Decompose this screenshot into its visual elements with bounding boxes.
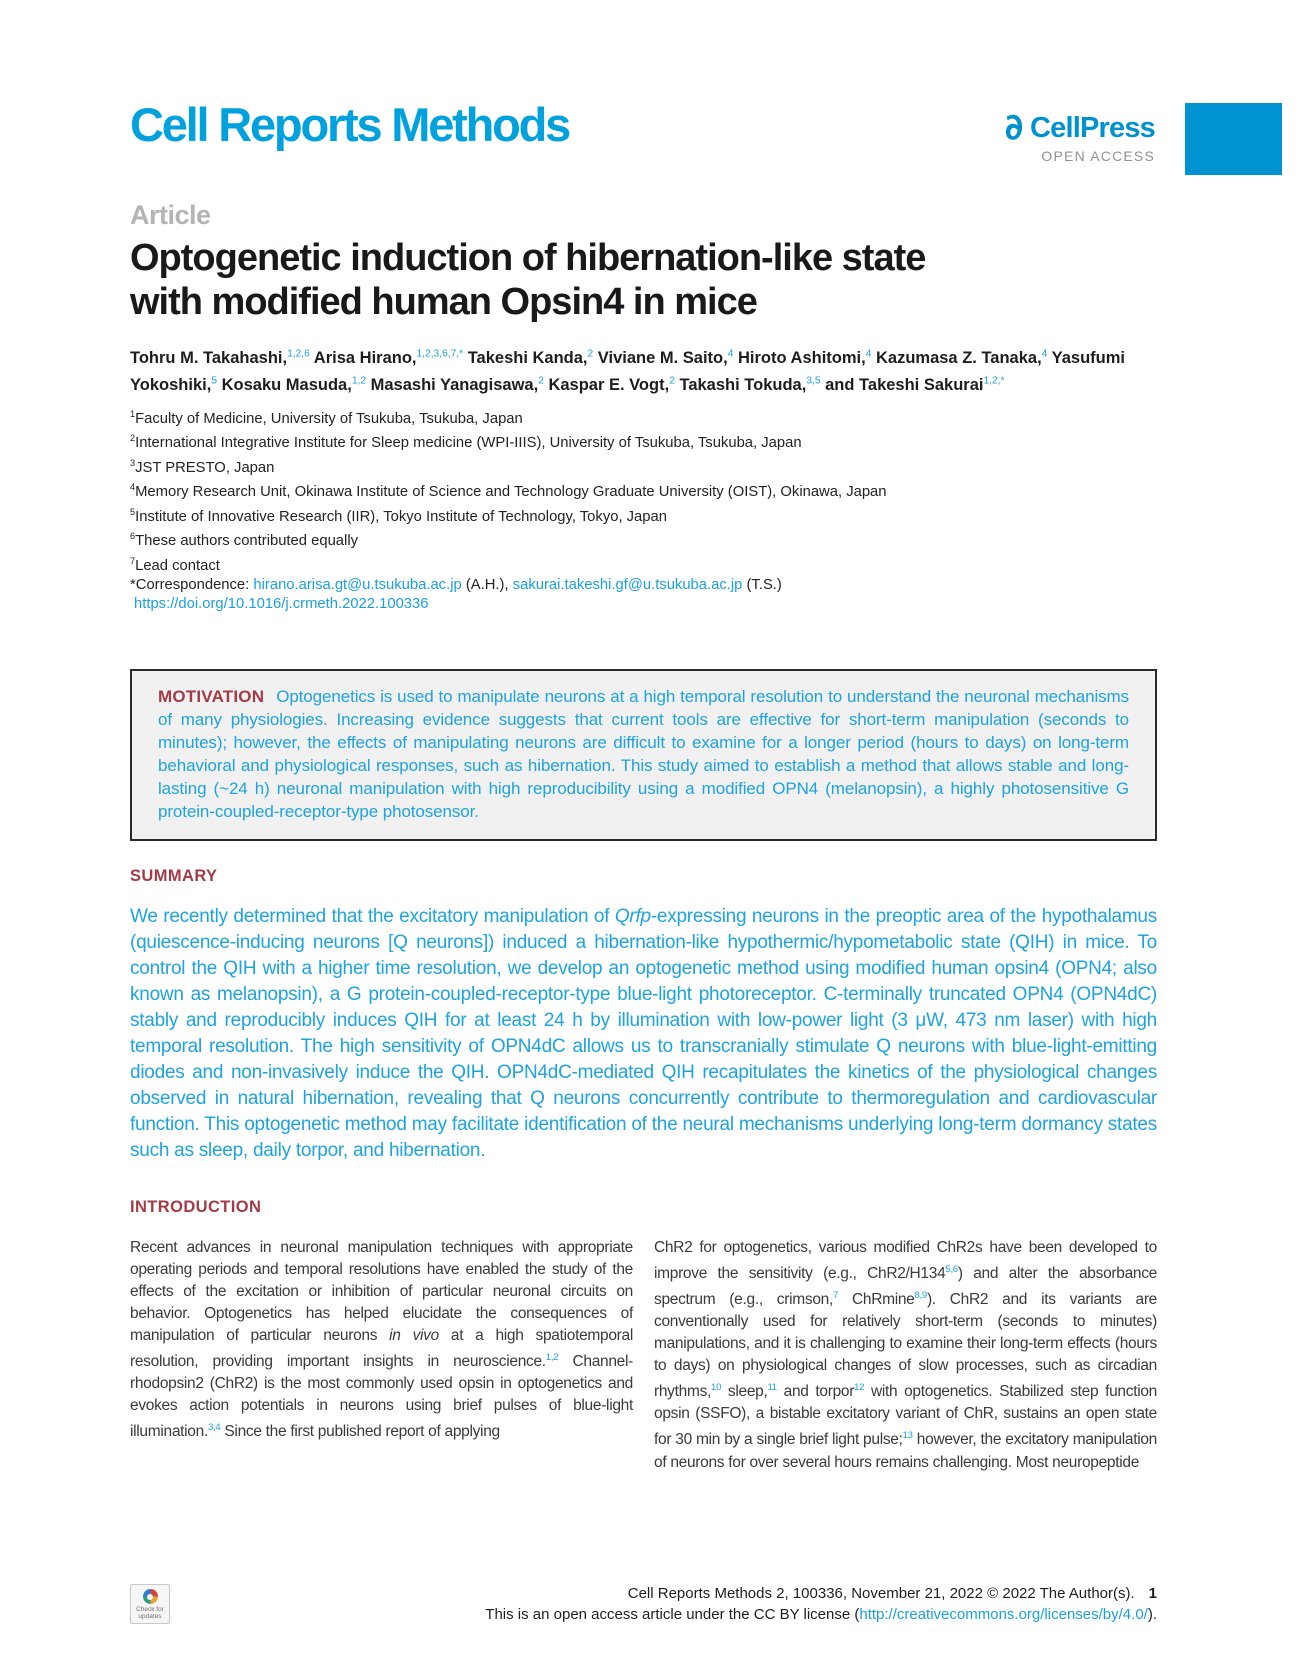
affiliation: $^1$Faculty of Medicine, University of Tsukuba, Tsukuba, Japan — [130, 409, 523, 427]
affiliation: $^5$Institute of Innovative Research (IIR), Tokyo Institute of Technology, Tokyo, Japan — [130, 506, 667, 525]
affiliation: $^2$International Integrative Institute for Sleep medicine (WPI-IIIS), University of Tsukuba, Tsukuba, Japan — [130, 433, 802, 452]
affiliation: $^6$These authors contributed equally — [130, 531, 359, 550]
doi-line — [130, 595, 1157, 615]
intro-left-paragraph: Recent advances in neuronal manipulation techniques with appropriate operating periods and temporal resolutions have enabled the study of the effects of the excitation or inhibition of particular neuronal circuits on behavior. Optogenetics has helped elucidate the consequences of manipulation of particular neurons in vivo at a high spatiotemporal resolution, providing important insights in neuroscience.$^{1,2}$ Channel-rhodopsin2 (ChR2) is the most commonly used opsin in optogenetics and evokes action potentials in neurons using brief pulses of blue-light illumination.$^{3,4}$ Since the first published report of applying — [130, 1238, 634, 1441]
correspondence-email-1[interactable]: hirano.arisa.gt@u.tsukuba.ac.jp — [253, 576, 462, 593]
check-updates-badge[interactable] — [130, 1584, 170, 1624]
affiliation: $^4$Memory Research Unit, Okinawa Institute of Science and Technology Graduate University (OIST), Okinawa, Japan — [130, 482, 887, 501]
open-access-label: OPEN ACCESS — [1041, 148, 1155, 164]
article-title-line2: with modified human Opsin4 in mice — [130, 281, 757, 323]
reference-superscript[interactable]: 8,9 — [914, 1290, 927, 1302]
affiliation: $^7$Lead contact — [130, 555, 220, 574]
cellpress-logo — [1000, 105, 1155, 164]
journal-brand-tab — [1185, 103, 1282, 175]
correspondence-line: *Correspondence: hirano.arisa.gt@u.tsukuba.ac.jp (A.H.), sakurai.takeshi.gf@u.tsukuba.ac.jp (T.S.) — [130, 576, 782, 593]
intro-left-column — [130, 1237, 633, 1474]
footer-citation: Cell Reports Methods 2, 100336, November 21, 2022 © 2022 The Author(s). — [627, 1585, 1135, 1602]
reference-superscript[interactable]: 11 — [767, 1382, 777, 1394]
footer-citation-block — [130, 1584, 1157, 1625]
reference-superscript[interactable]: 13 — [902, 1430, 913, 1442]
footer-license-line: This is an open access article under the CC BY license (http://creativecommons.org/licenses/by/4.0/). — [485, 1605, 1157, 1623]
author: Takeshi Kanda,$^2$ — [467, 348, 594, 367]
author: Hiroto Ashitomi,$^4$ — [737, 348, 872, 367]
journal-title: Cell Reports Methods — [130, 98, 570, 151]
summary-heading: SUMMARY — [130, 866, 218, 885]
author: Kosaku Masuda,$^{1,2}$ — [221, 375, 367, 394]
intro-right-paragraph: ChR2 for optogenetics, various modified ChR2s have been developed to improve the sensitivity (e.g., ChR2/H134$^{5,6}$) and alter the absorbance spectrum (e.g., crimson,$^7$ ChRmine$^{8,9}$). ChR2 and its variants are conventionally used for relatively short-term (seconds to minutes) manipulations, and it is challenging to examine their long-term effects (hours to days) on physiological changes of slow processes, such as circadian rhythms,$^{10}$ sleep,$^{11}$ and torpor$^{12}$ with optogenetics. Stabilized step function opsin (SSFO), a bistable excitatory variant of ChR, sustains an open state for 30 min by a single brief light pulse;$^{13}$ however, the excitatory manipulation of neurons for over several hours remains challenging. Most neuropeptide — [654, 1238, 1158, 1471]
publisher-name: CellPress — [1030, 111, 1155, 144]
author: Takashi Tokuda,$^{3,5}$ — [679, 375, 821, 394]
affiliation-list — [130, 405, 1157, 615]
author: Kazumasa Z. Tanaka,$^4$ — [875, 348, 1048, 367]
cellpress-logo-icon: ∂ — [1000, 105, 1028, 150]
motivation-label: MOTIVATION — [158, 686, 265, 706]
author: Yasufumi Yokoshiki,$^5$ — [130, 348, 1126, 394]
author: Tohru M. Takahashi,$^{1,2,6}$ — [130, 348, 310, 367]
motivation-box — [130, 669, 1157, 841]
footer-citation-line — [130, 1584, 1157, 1605]
summary-text: We recently determined that the excitatory manipulation of Qrfp-expressing neurons in the preoptic area of the hypothalamus (quiescence-inducing neurons [Q neurons]) induced a hibernation-like hypothermic/hypometabolic state (QIH) in mice. To control the QIH with a higher time resolution, we develop an optogenetic method using modified human opsin4 (OPN4; also known as melanopsin), a G protein-coupled-receptor-type blue-light photoreceptor. C-terminally truncated OPN4 (OPN4dC) stably and reproducibly induces QIH for at least 24 h by illumination with low-power light (3 μW, 473 nm laser) with high temporal resolution. The high sensitivity of OPN4dC allows us to transcranially stimulate Q neurons with blue-light-emitting diodes and non-invasively induce the QIH. OPN4dC-mediated QIH recapitulates the kinetics of the physiological changes observed in natural hibernation, revealing that Q neurons concurrently contribute to thermoregulation and cardiovascular function. This optogenetic method may facilitate identification of the neural mechanisms underlying long-term dormancy states such as sleep, daily torpor, and hibernation. — [130, 905, 1157, 1161]
reference-superscript[interactable]: 12 — [854, 1382, 865, 1394]
reference-superscript[interactable]: 1,2 — [545, 1351, 559, 1363]
correspondence-email-2[interactable]: sakurai.takeshi.gf@u.tsukuba.ac.jp — [512, 576, 743, 593]
check-updates-label: Check for updates — [136, 1606, 164, 1620]
author-list — [130, 342, 1157, 397]
reference-superscript[interactable]: 7 — [832, 1290, 839, 1302]
license-link[interactable]: http://creativecommons.org/licenses/by/4.0/ — [859, 1605, 1148, 1623]
doi-link[interactable]: https://doi.org/10.1016/j.crmeth.2022.100336 — [134, 596, 429, 613]
check-updates-icon — [143, 1589, 158, 1604]
author: and Takeshi Sakurai$^{1,2,*}$ — [825, 375, 1005, 394]
article-type-label: Article — [130, 200, 211, 230]
reference-superscript[interactable]: 3,4 — [207, 1422, 221, 1434]
article-title-line1: Optogenetic induction of hibernation-like state — [130, 237, 926, 279]
author: Viviane M. Saito,$^4$ — [597, 348, 734, 367]
page-number: 1 — [1148, 1585, 1157, 1602]
intro-right-column — [654, 1237, 1157, 1474]
reference-superscript[interactable]: 10 — [711, 1382, 722, 1394]
introduction-heading: INTRODUCTION — [130, 1197, 262, 1216]
author: Kaspar E. Vogt,$^2$ — [548, 375, 675, 394]
page-content — [130, 0, 1157, 1474]
author: Arisa Hirano,$^{1,2,3,6,7,*}$ — [313, 348, 464, 367]
article-title — [130, 236, 1157, 324]
reference-superscript[interactable]: 5,6 — [945, 1263, 958, 1275]
author: Masashi Yanagisawa,$^2$ — [370, 375, 544, 394]
page-footer — [130, 1584, 1157, 1625]
motivation-text: Optogenetics is used to manipulate neurons at a high temporal resolution to understand the neuronal mechanisms of many physiologies. Increasing evidence suggests that current tools are effective for short-term manipulation (seconds to minutes); however, the effects of manipulating neurons are difficult to examine for a longer period (hours to days) on long-term behavioral and physiological responses, such as hibernation. This study aimed to establish a method that allows stable and long-lasting (~24 h) neuronal manipulation with high reproducibility using a modified OPN4 (melanopsin), a highly photosensitive G protein-coupled-receptor-type photosensor. — [158, 686, 1129, 821]
affiliation: $^3$JST PRESTO, Japan — [130, 457, 275, 476]
introduction-columns — [130, 1237, 1157, 1474]
